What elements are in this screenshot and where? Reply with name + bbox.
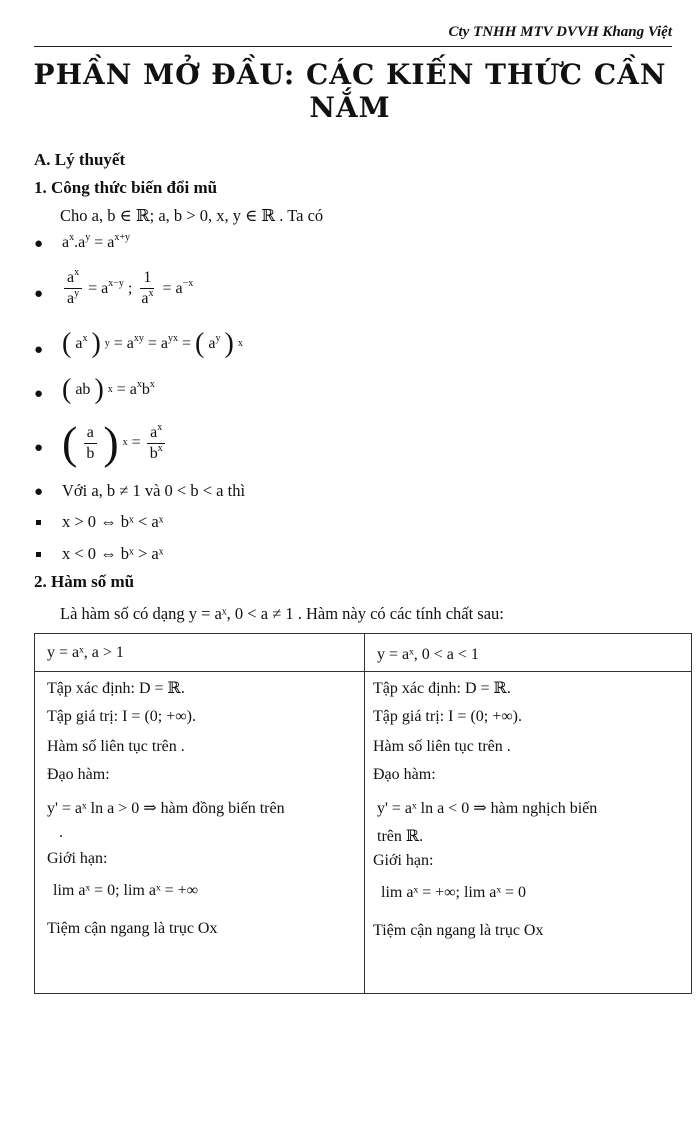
bullet-icon: ● — [34, 236, 44, 252]
left-domain: Tập xác định: D = ℝ. — [47, 680, 185, 697]
bullet-icon: ● — [34, 386, 44, 402]
section-2-intro: Là hàm số có dạng y = aˣ, 0 < a ≠ 1 . Hàm này có các tính chất sau: — [60, 604, 504, 623]
page-header — [34, 22, 672, 47]
left-continuity: Hàm số liên tục trên . — [47, 738, 185, 755]
bullet-icon: ● — [34, 440, 44, 456]
page-title: PHẦN MỞ ĐẦU: CÁC KIẾN THỨC CẦN NẮM — [33, 58, 667, 124]
left-derivative-label: Đạo hàm: — [47, 766, 110, 783]
section-1-case-1: x > 0 ⇔ bˣ < aˣ — [62, 512, 164, 531]
right-limit: lim aˣ = +∞; lim aˣ = 0 — [381, 884, 527, 901]
left-range: Tập giá trị: I = (0; +∞). — [47, 708, 196, 725]
right-derivative-cont: trên ℝ. — [377, 828, 424, 845]
square-bullet-icon — [36, 520, 41, 525]
section-a-heading: A. Lý thuyết — [34, 150, 126, 169]
right-range: Tập giá trị: I = (0; +∞). — [373, 708, 522, 725]
table-divider — [364, 634, 365, 993]
right-header: y = aˣ, 0 < a < 1 — [377, 646, 479, 663]
square-bullet-icon — [36, 552, 41, 557]
table-header-divider — [35, 671, 691, 672]
section-1-case-2: x < 0 ⇔ bˣ > aˣ — [62, 544, 164, 563]
publisher-name: Cty TNHH MTV DVVH Khang Việt — [448, 24, 672, 40]
exponential-function-table — [34, 633, 692, 994]
left-asymptote: Tiệm cận ngang là trục Ox — [47, 920, 218, 937]
bullet-icon: ● — [34, 484, 44, 500]
left-derivative-cont: . — [59, 824, 63, 841]
right-limit-label: Giới hạn: — [373, 852, 434, 869]
bullet-icon: ● — [34, 342, 44, 358]
section-2-heading: 2. Hàm số mũ — [34, 572, 135, 591]
section-1-heading: 1. Công thức biến đổi mũ — [34, 178, 218, 197]
left-limit-label: Giới hạn: — [47, 850, 108, 867]
left-header: y = aˣ, a > 1 — [47, 644, 124, 661]
right-continuity: Hàm số liên tục trên . — [373, 738, 511, 755]
right-derivative: y' = aˣ ln a < 0 ⇒ hàm nghịch biến — [377, 800, 598, 817]
formula-quotient-power: ( $\frac{a}{b}$ ) x = $\frac{a^x}{b^x}$ — [62, 420, 168, 466]
bullet-icon: ● — [34, 286, 44, 302]
left-derivative: y' = aˣ ln a > 0 ⇒ hàm đồng biến trên — [47, 800, 285, 817]
right-asymptote: Tiệm cận ngang là trục Ox — [373, 922, 544, 939]
formula-product-power: ( ab ) x = $a^xb^x$ — [62, 374, 155, 405]
formula-power-rule: ( $a^x$ ) y = $a^{xy} = a^{yx}$ = ( $a^y$ ) x — [62, 328, 243, 359]
left-limit: lim aˣ = 0; lim aˣ = +∞ — [53, 882, 199, 899]
section-1-condition: Với a, b ≠ 1 và 0 < b < a thì — [62, 481, 246, 500]
right-derivative-label: Đạo hàm: — [373, 766, 436, 783]
formula-product-rule: $a^x.a^y = a^{x+y}$ — [62, 232, 130, 251]
section-1-intro: Cho a, b ∈ ℝ; a, b > 0, x, y ∈ ℝ . Ta có — [60, 206, 324, 225]
right-domain: Tập xác định: D = ℝ. — [373, 680, 511, 697]
formula-quotient-rule: $\frac{a^x}{a^y}$ = $a^{x-y}$ ; $\frac{1}{a^x}$ = $a^{-x}$ — [62, 268, 193, 309]
